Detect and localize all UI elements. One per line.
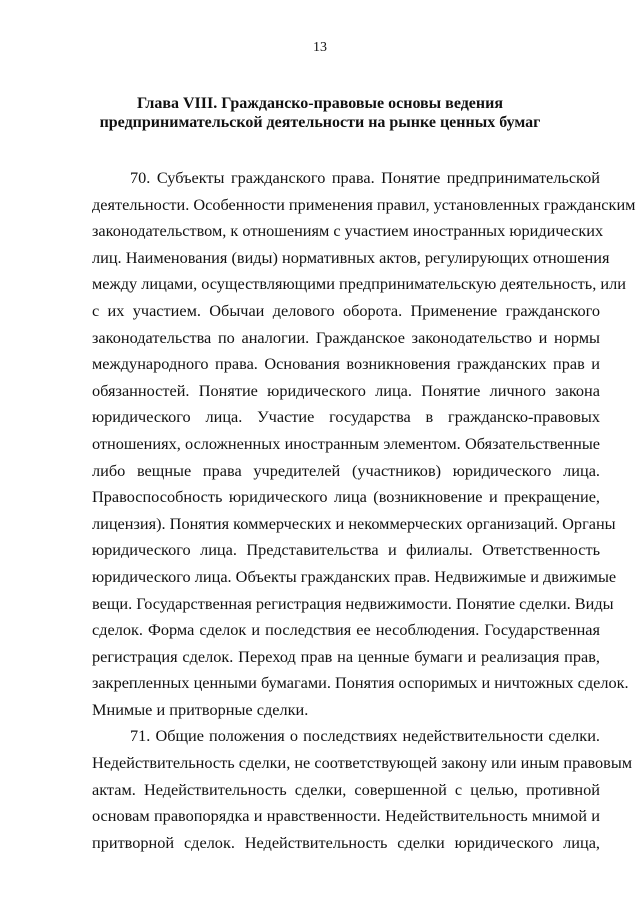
paragraph-71 (92, 723, 633, 856)
text-line: между лицами, осуществляющими предпринимательскую деятельность, или (92, 274, 626, 294)
document-body (92, 165, 636, 856)
text-line: лиц. Наименования (виды) нормативных актов, регулирующих отношения (92, 247, 610, 267)
text-line: Правоспособность юридического лица (возникновение и прекращение, (92, 487, 600, 507)
text-line: закрепленных ценными бумагами. Понятия оспоримых и ничтожных сделок. (92, 673, 629, 693)
text-line: либо вещные права учредителей (участников) юридического лица. (92, 460, 600, 480)
text-line: 71. Общие положения о последствиях недействительности сделки. (130, 726, 600, 746)
text-line: лицензия). Понятия коммерческих и некоммерческих организаций. Органы (92, 513, 616, 533)
text-line: регистрация сделок. Переход прав на ценные бумаги и реализация прав, (92, 646, 600, 666)
paragraph-70 (92, 165, 636, 723)
text-line: законодательства по аналогии. Гражданское законодательство и нормы (92, 327, 600, 347)
text-line: юридического лица. Участие государства в гражданско-правовых (92, 407, 600, 427)
text-line: отношениях, осложненных иностранным элементом. Обязательственные (92, 433, 600, 453)
text-line: юридического лица. Представительства и филиалы. Ответственность (92, 540, 600, 560)
text-line: притворной сделок. Недействительность сделки юридического лица, (92, 832, 600, 852)
text-line: обязанностей. Понятие юридического лица. Понятие личного закона (92, 380, 600, 400)
text-line: с их участием. Обычаи делового оборота. Применение гражданского (92, 300, 600, 320)
chapter-title (90, 94, 550, 132)
text-line: 70. Субъекты гражданского права. Понятие предпринимательской (130, 168, 600, 187)
text-line: Недействительность сделки, не соответствующей закону или иным правовым (92, 753, 633, 773)
page-number: 13 (313, 40, 327, 55)
text-line: актам. Недействительность сделки, совершенной с целью, противной (92, 779, 600, 799)
text-line: юридического лица. Объекты гражданских прав. Недвижимые и движимые (92, 566, 617, 586)
text-line: законодательством, к отношениям с участием иностранных юридических (92, 221, 604, 241)
text-line: вещи. Государственная регистрация недвижимости. Понятие сделки. Виды (92, 593, 614, 613)
text-line: деятельности. Особенности применения правил, установленных гражданским (92, 194, 636, 214)
text-line: Мнимые и притворные сделки. (92, 699, 309, 719)
text-line: международного права. Основания возникновения гражданских прав и (92, 354, 600, 374)
chapter-title-line-1: Глава VIII. Гражданско-правовые основы ведения (136, 95, 503, 112)
chapter-title-line-2: предпринимательской деятельности на рынке ценных бумаг (99, 114, 541, 131)
text-line: основам правопорядка и нравственности. Недействительность мнимой и (92, 806, 600, 826)
text-line: сделок. Форма сделок и последствия ее несоблюдения. Государственная (92, 620, 600, 640)
